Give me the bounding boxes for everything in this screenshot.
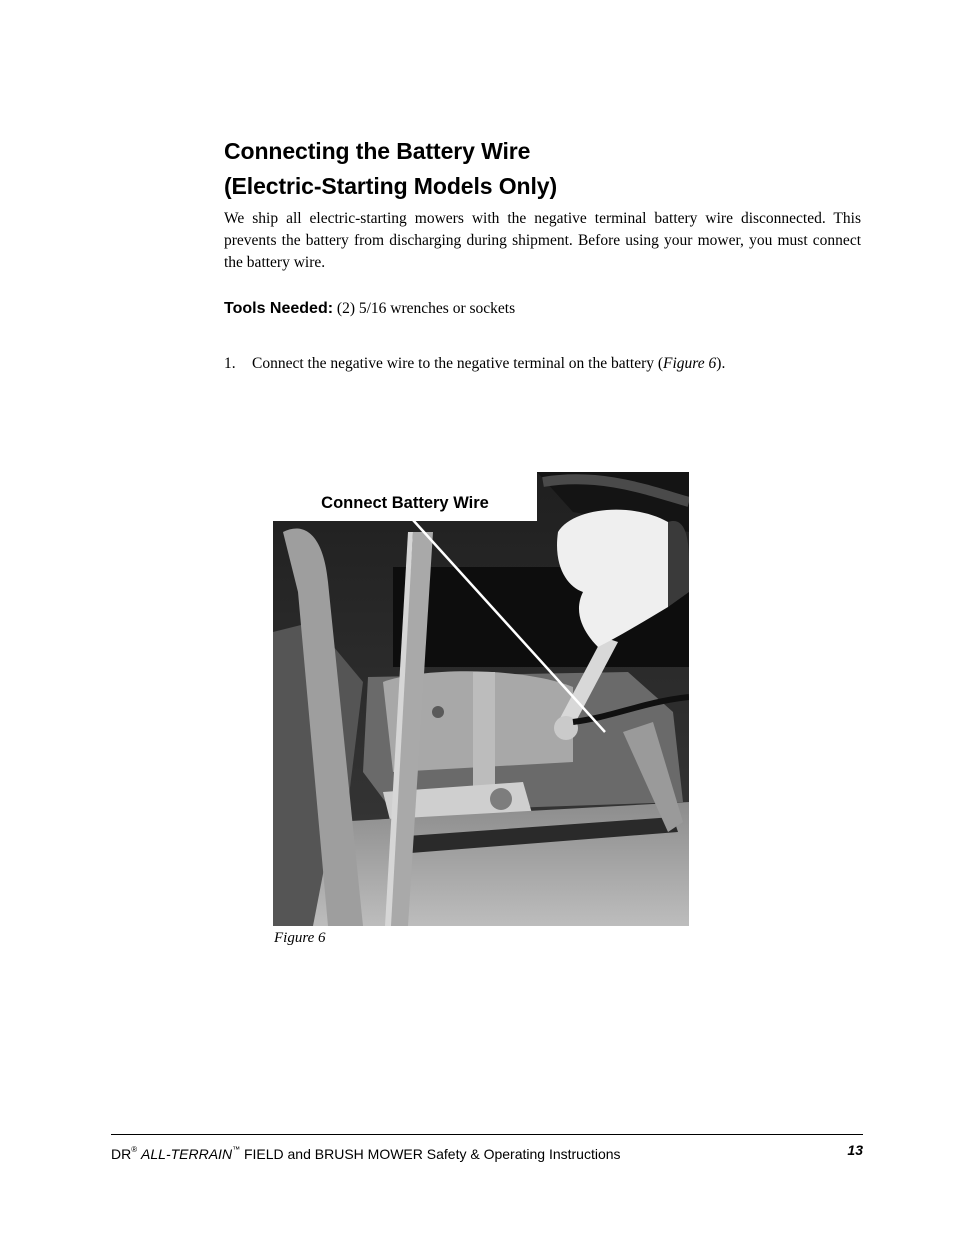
step-text: Connect the negative wire to the negative terminal on the battery ( (252, 355, 664, 372)
step-number: 1. (224, 355, 236, 372)
figure-caption: Figure 6 (274, 930, 326, 946)
step-text-end: ). (716, 355, 726, 372)
page-number: 13 (847, 1142, 863, 1158)
footer-model: ALL-TERRAIN (141, 1146, 233, 1162)
footer-divider (111, 1134, 863, 1135)
section-heading (224, 134, 557, 204)
registered-mark: ® (131, 1145, 138, 1154)
tools-needed-value: (2) 5/16 wrenches or sockets (336, 300, 516, 317)
footer-title: FIELD and BRUSH MOWER Safety & Operating Instructions (240, 1146, 621, 1162)
intro-paragraph: We ship all electric-starting mowers with the negative terminal battery wire disconnected. This prevents the battery from discharging during shipment. Before using your mower, you must connect the battery wire. (224, 210, 861, 271)
tools-needed-label: Tools Needed: (224, 300, 334, 317)
heading-line-2: (Electric-Starting Models Only) (224, 173, 558, 199)
figure-reference: Figure 6 (663, 355, 717, 372)
trademark-mark: ™ (232, 1145, 241, 1154)
heading-line-1: Connecting the Battery Wire (224, 138, 531, 164)
footer-brand: DR (111, 1146, 132, 1162)
page-footer (111, 1141, 863, 1163)
figure-callout-label: Connect Battery Wire (321, 494, 489, 512)
tools-needed (224, 298, 515, 320)
instruction-step-1 (224, 353, 725, 375)
figure-6-photo (273, 472, 689, 926)
battery-photo-illustration (273, 472, 689, 926)
